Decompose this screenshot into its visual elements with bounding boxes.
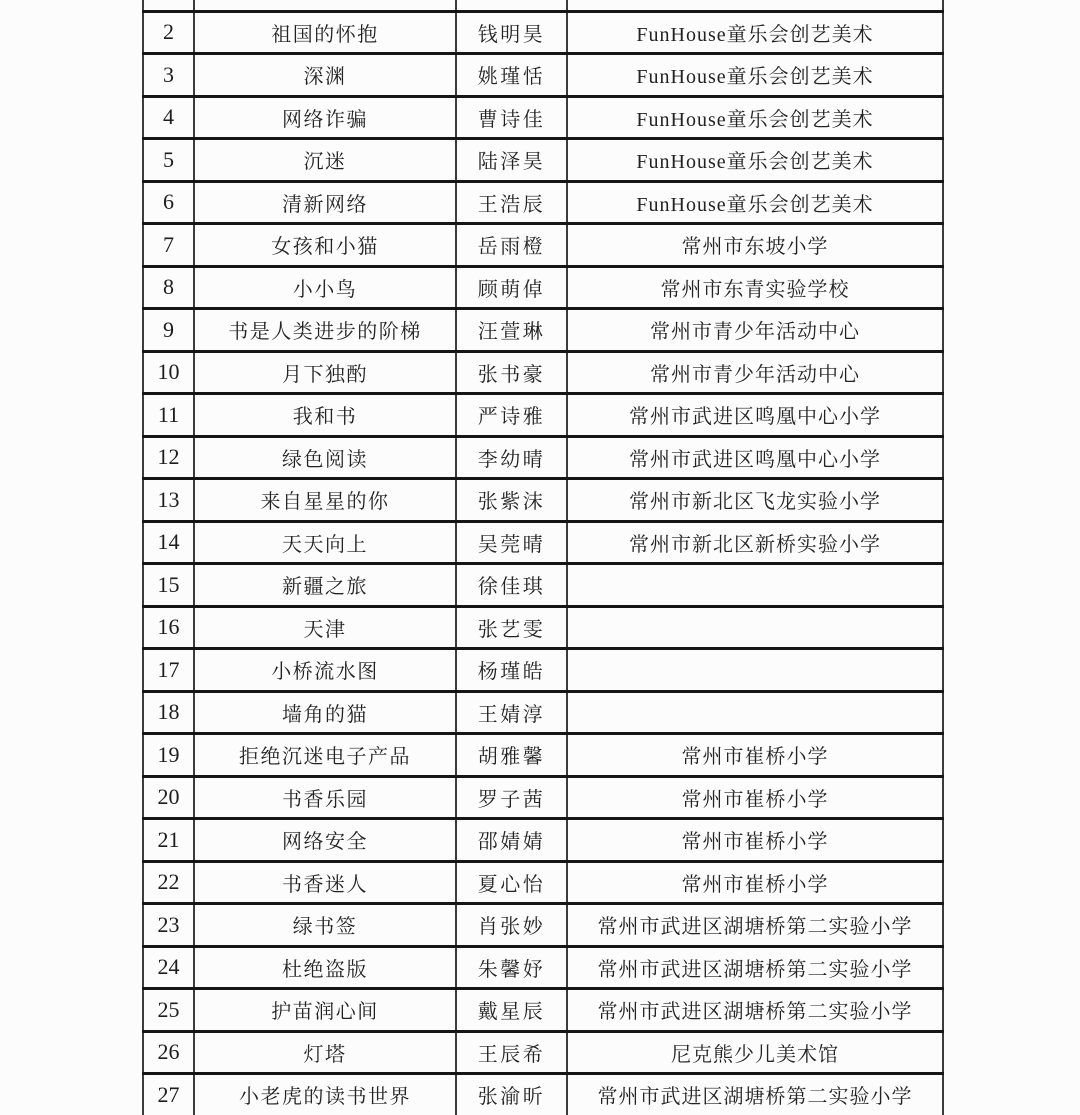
table-row bbox=[143, 224, 943, 267]
author-cell: 徐佳琪 bbox=[456, 564, 567, 607]
table-container bbox=[142, 0, 944, 1115]
row-number-cell: 6 bbox=[143, 181, 194, 224]
school-cell: FunHouse童乐会创艺美术 bbox=[567, 54, 943, 97]
table-row bbox=[143, 819, 943, 862]
row-number-cell: 7 bbox=[143, 224, 194, 267]
author-cell: 曹诗佳 bbox=[456, 96, 567, 139]
row-number-cell: 17 bbox=[143, 649, 194, 692]
school-cell: 常州市武进区鸣凰中心小学 bbox=[567, 436, 943, 479]
title-cell: 小小鸟 bbox=[194, 266, 456, 309]
school-cell: 常州市武进区鸣凰中心小学 bbox=[567, 394, 943, 437]
school-cell: 常州市崔桥小学 bbox=[567, 819, 943, 862]
title-cell: 拒绝沉迷电子产品 bbox=[194, 734, 456, 777]
school-cell: 常州市武进区湖塘桥第二实验小学 bbox=[567, 989, 943, 1032]
table-row bbox=[143, 564, 943, 607]
author-cell: 朱馨妤 bbox=[456, 946, 567, 989]
row-number-cell: 11 bbox=[143, 394, 194, 437]
row-number-cell: 13 bbox=[143, 479, 194, 522]
author-cell: 陆泽昊 bbox=[456, 139, 567, 182]
school-cell: 常州市青少年活动中心 bbox=[567, 309, 943, 352]
row-number-cell: 25 bbox=[143, 989, 194, 1032]
author-cell: 罗子茜 bbox=[456, 776, 567, 819]
school-cell: FunHouse童乐会创艺美术 bbox=[567, 181, 943, 224]
school-cell: 常州市武进区湖塘桥第二实验小学 bbox=[567, 946, 943, 989]
row-number-cell: 19 bbox=[143, 734, 194, 777]
table-body bbox=[143, 0, 943, 1115]
title-cell: 灯塔 bbox=[194, 1031, 456, 1074]
author-cell bbox=[456, 0, 567, 11]
title-cell: 祖国的怀抱 bbox=[194, 11, 456, 54]
school-cell bbox=[567, 0, 943, 11]
table-row bbox=[143, 139, 943, 182]
author-cell: 李幼晴 bbox=[456, 436, 567, 479]
table-row bbox=[143, 1074, 943, 1115]
row-number-cell: 3 bbox=[143, 54, 194, 97]
school-cell: 常州市武进区湖塘桥第二实验小学 bbox=[567, 904, 943, 947]
table-row-partial bbox=[143, 0, 943, 11]
title-cell: 我和书 bbox=[194, 394, 456, 437]
author-cell: 胡雅馨 bbox=[456, 734, 567, 777]
author-cell: 王浩辰 bbox=[456, 181, 567, 224]
table-row bbox=[143, 96, 943, 139]
author-cell: 姚瑾恬 bbox=[456, 54, 567, 97]
award-list-table bbox=[142, 0, 944, 1115]
row-number-cell: 5 bbox=[143, 139, 194, 182]
table-row bbox=[143, 989, 943, 1032]
row-number-cell: 10 bbox=[143, 351, 194, 394]
title-cell: 沉迷 bbox=[194, 139, 456, 182]
title-cell: 天天向上 bbox=[194, 521, 456, 564]
row-number-cell: 21 bbox=[143, 819, 194, 862]
title-cell: 杜绝盗版 bbox=[194, 946, 456, 989]
school-cell: 常州市武进区湖塘桥第二实验小学 bbox=[567, 1074, 943, 1115]
school-cell: 常州市东青实验学校 bbox=[567, 266, 943, 309]
author-cell: 吴莞晴 bbox=[456, 521, 567, 564]
author-cell: 岳雨橙 bbox=[456, 224, 567, 267]
school-cell bbox=[567, 606, 943, 649]
school-cell: FunHouse童乐会创艺美术 bbox=[567, 139, 943, 182]
table-row bbox=[143, 904, 943, 947]
title-cell: 女孩和小猫 bbox=[194, 224, 456, 267]
title-cell: 书是人类进步的阶梯 bbox=[194, 309, 456, 352]
table-row bbox=[143, 479, 943, 522]
author-cell: 钱明昊 bbox=[456, 11, 567, 54]
table-row bbox=[143, 1031, 943, 1074]
table-row bbox=[143, 606, 943, 649]
author-cell: 邵婧婧 bbox=[456, 819, 567, 862]
author-cell: 顾萌倬 bbox=[456, 266, 567, 309]
title-cell: 来自星星的你 bbox=[194, 479, 456, 522]
school-cell bbox=[567, 564, 943, 607]
table-row bbox=[143, 351, 943, 394]
school-cell: 常州市崔桥小学 bbox=[567, 776, 943, 819]
school-cell: 常州市东坡小学 bbox=[567, 224, 943, 267]
author-cell: 王辰希 bbox=[456, 1031, 567, 1074]
row-number-cell: 12 bbox=[143, 436, 194, 479]
row-number-cell bbox=[143, 0, 194, 11]
author-cell: 王婧淳 bbox=[456, 691, 567, 734]
title-cell: 深渊 bbox=[194, 54, 456, 97]
table-row bbox=[143, 776, 943, 819]
title-cell: 新疆之旅 bbox=[194, 564, 456, 607]
school-cell: 常州市新北区飞龙实验小学 bbox=[567, 479, 943, 522]
title-cell: 清新网络 bbox=[194, 181, 456, 224]
school-cell: 常州市新北区新桥实验小学 bbox=[567, 521, 943, 564]
title-cell: 书香迷人 bbox=[194, 861, 456, 904]
row-number-cell: 9 bbox=[143, 309, 194, 352]
row-number-cell: 20 bbox=[143, 776, 194, 819]
author-cell: 张书豪 bbox=[456, 351, 567, 394]
row-number-cell: 27 bbox=[143, 1074, 194, 1115]
table-row bbox=[143, 11, 943, 54]
table-row bbox=[143, 436, 943, 479]
author-cell: 张紫沫 bbox=[456, 479, 567, 522]
row-number-cell: 15 bbox=[143, 564, 194, 607]
title-cell: 书香乐园 bbox=[194, 776, 456, 819]
author-cell: 夏心怡 bbox=[456, 861, 567, 904]
title-cell: 护苗润心间 bbox=[194, 989, 456, 1032]
table-row bbox=[143, 181, 943, 224]
author-cell: 严诗雅 bbox=[456, 394, 567, 437]
row-number-cell: 23 bbox=[143, 904, 194, 947]
title-cell: 墙角的猫 bbox=[194, 691, 456, 734]
school-cell: 尼克熊少儿美术馆 bbox=[567, 1031, 943, 1074]
row-number-cell: 4 bbox=[143, 96, 194, 139]
school-cell bbox=[567, 691, 943, 734]
table-row bbox=[143, 861, 943, 904]
row-number-cell: 16 bbox=[143, 606, 194, 649]
row-number-cell: 2 bbox=[143, 11, 194, 54]
row-number-cell: 18 bbox=[143, 691, 194, 734]
row-number-cell: 8 bbox=[143, 266, 194, 309]
title-cell bbox=[194, 0, 456, 11]
row-number-cell: 26 bbox=[143, 1031, 194, 1074]
school-cell bbox=[567, 649, 943, 692]
table-row bbox=[143, 521, 943, 564]
table-row bbox=[143, 54, 943, 97]
school-cell: FunHouse童乐会创艺美术 bbox=[567, 96, 943, 139]
author-cell: 戴星辰 bbox=[456, 989, 567, 1032]
table-row bbox=[143, 734, 943, 777]
school-cell: FunHouse童乐会创艺美术 bbox=[567, 11, 943, 54]
author-cell: 张渝昕 bbox=[456, 1074, 567, 1115]
school-cell: 常州市青少年活动中心 bbox=[567, 351, 943, 394]
school-cell: 常州市崔桥小学 bbox=[567, 734, 943, 777]
author-cell: 肖张妙 bbox=[456, 904, 567, 947]
title-cell: 小桥流水图 bbox=[194, 649, 456, 692]
table-row bbox=[143, 691, 943, 734]
table-row bbox=[143, 309, 943, 352]
title-cell: 绿书签 bbox=[194, 904, 456, 947]
row-number-cell: 22 bbox=[143, 861, 194, 904]
table-row bbox=[143, 946, 943, 989]
row-number-cell: 24 bbox=[143, 946, 194, 989]
table-row bbox=[143, 394, 943, 437]
title-cell: 月下独酌 bbox=[194, 351, 456, 394]
title-cell: 网络诈骗 bbox=[194, 96, 456, 139]
author-cell: 杨瑾皓 bbox=[456, 649, 567, 692]
author-cell: 张艺雯 bbox=[456, 606, 567, 649]
title-cell: 网络安全 bbox=[194, 819, 456, 862]
table-row bbox=[143, 649, 943, 692]
title-cell: 天津 bbox=[194, 606, 456, 649]
row-number-cell: 14 bbox=[143, 521, 194, 564]
title-cell: 绿色阅读 bbox=[194, 436, 456, 479]
title-cell: 小老虎的读书世界 bbox=[194, 1074, 456, 1115]
table-row bbox=[143, 266, 943, 309]
school-cell: 常州市崔桥小学 bbox=[567, 861, 943, 904]
author-cell: 汪萱琳 bbox=[456, 309, 567, 352]
